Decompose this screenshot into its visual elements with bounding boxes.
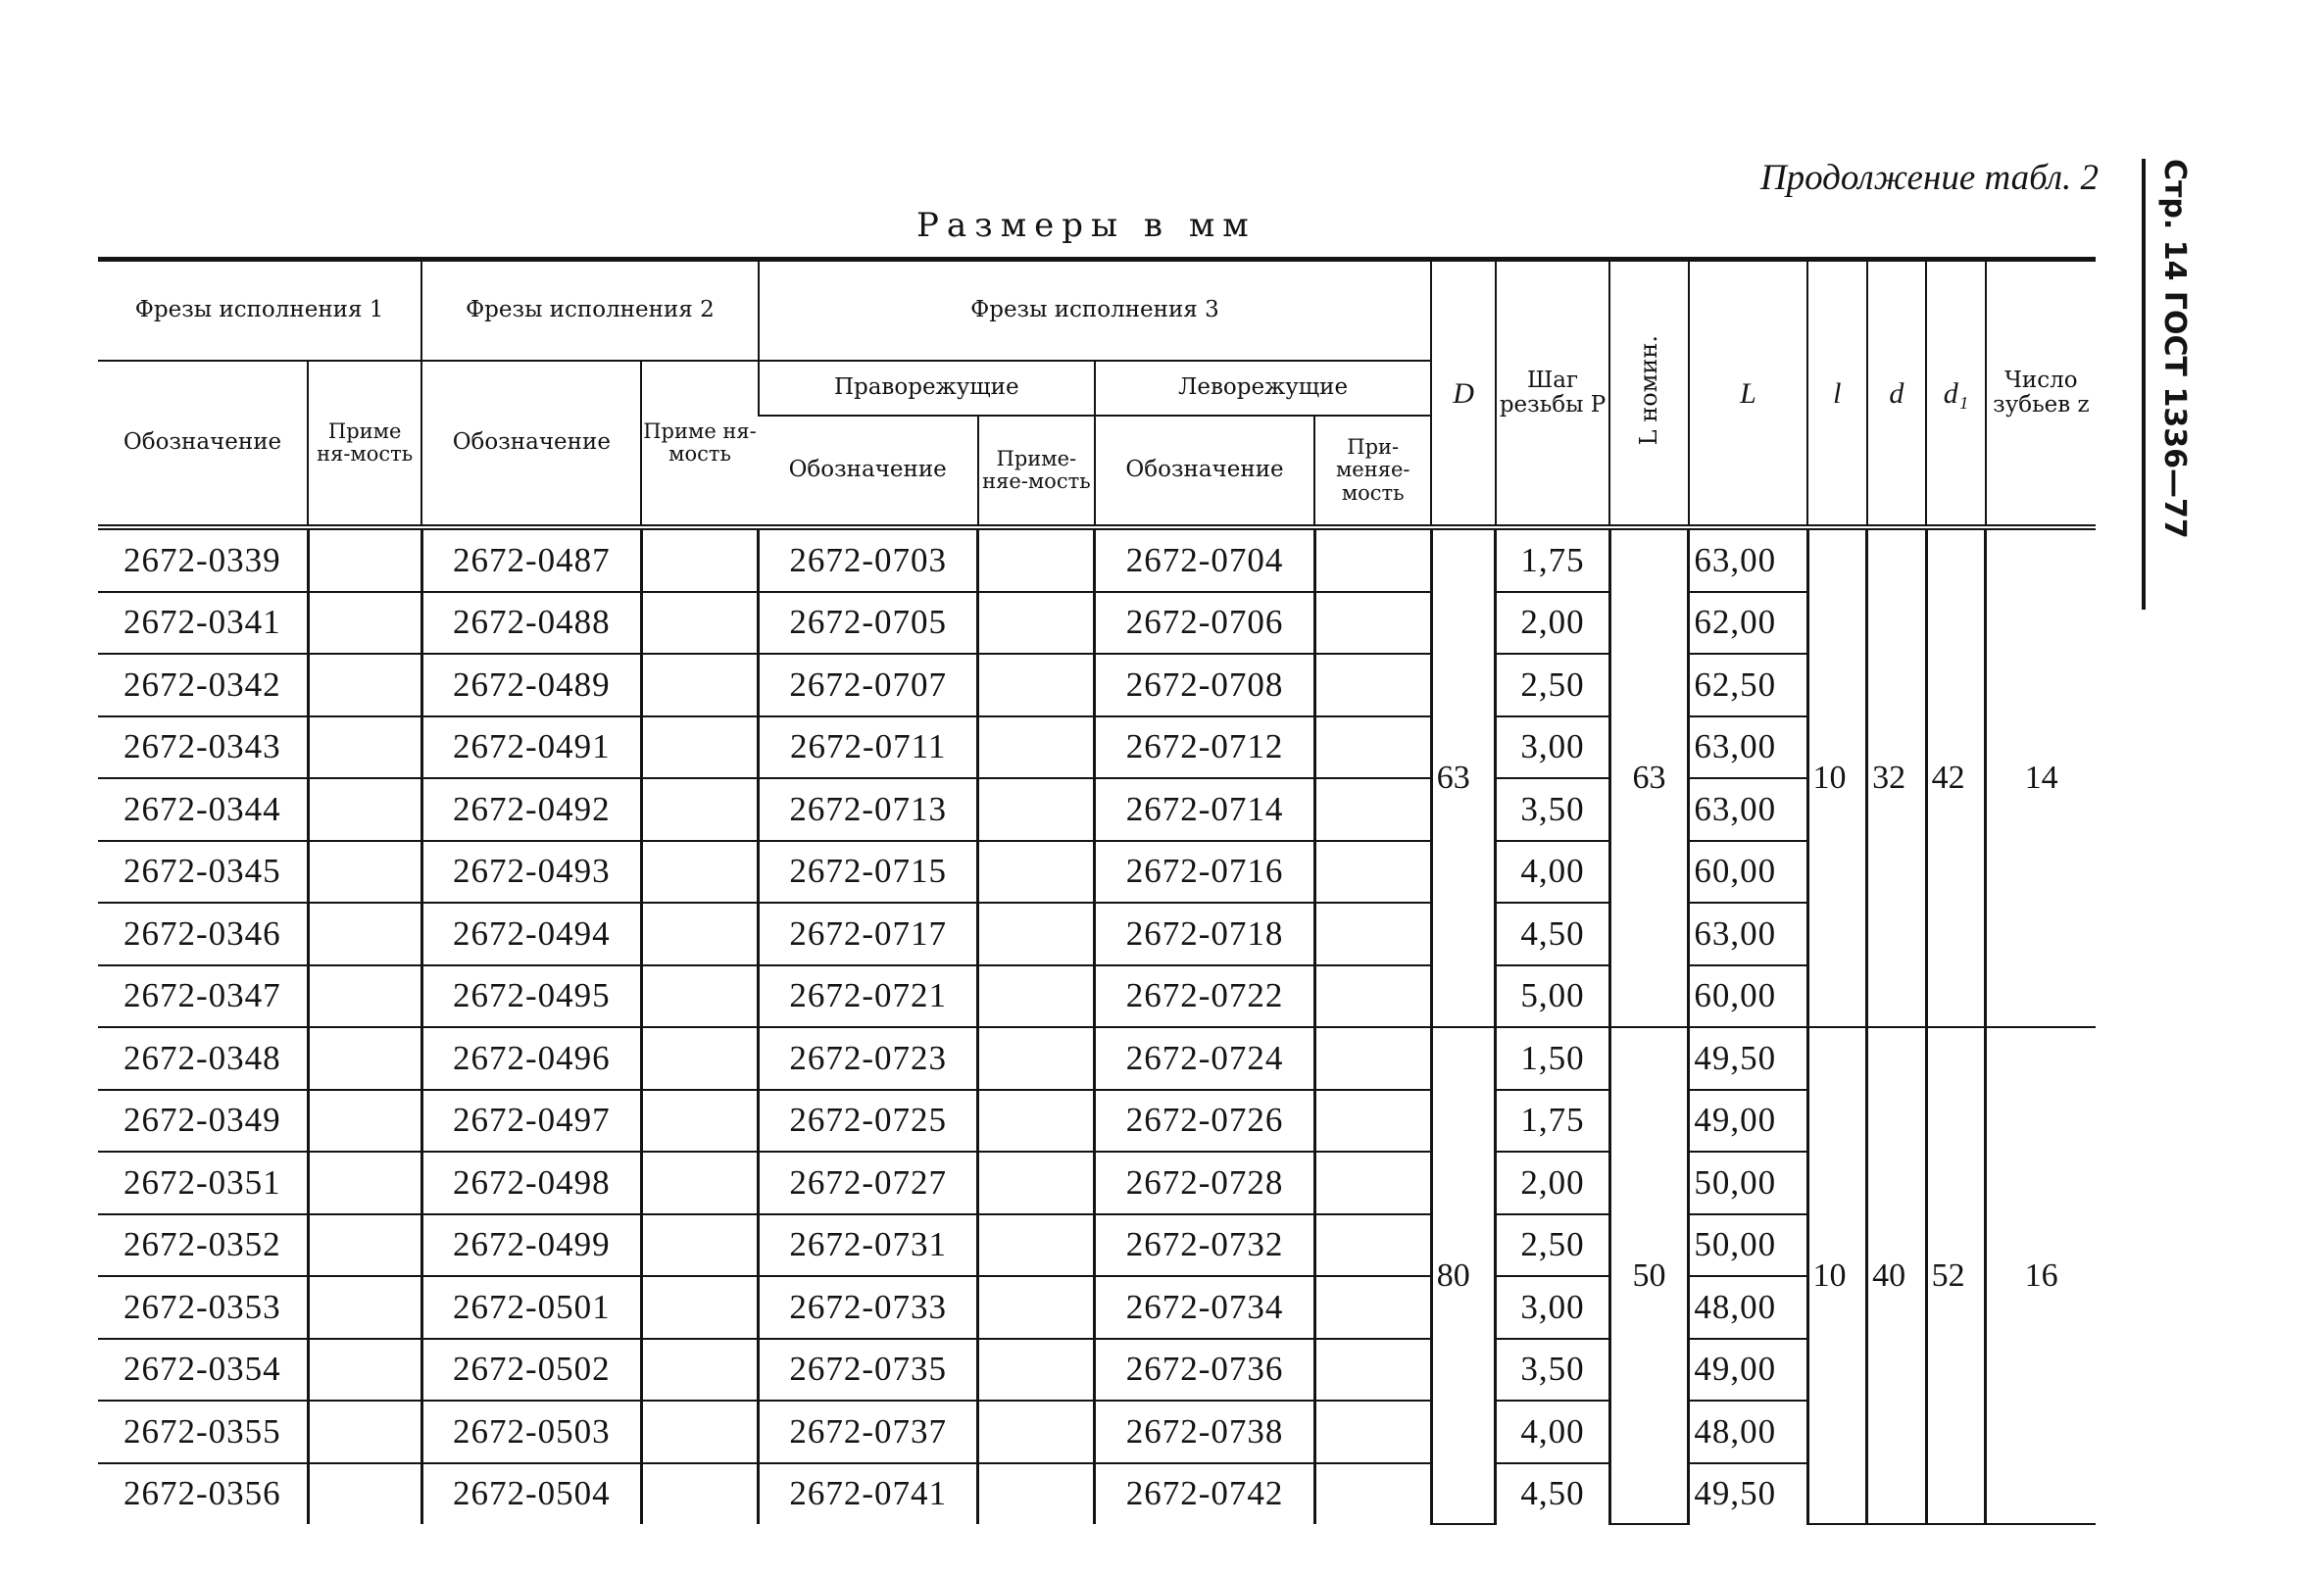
applicability-v2-cell: [641, 1214, 758, 1277]
L-cell: 60,00: [1689, 965, 1807, 1028]
header-applicability-right: Приме-няе-мость: [978, 416, 1095, 527]
pitch-cell: 2,00: [1496, 592, 1609, 655]
applicability-right-cell: [978, 1401, 1095, 1463]
designation-v2-cell: 2672-0504: [421, 1463, 641, 1525]
pitch-cell: 1,75: [1496, 527, 1609, 592]
applicability-right-cell: [978, 778, 1095, 841]
applicability-left-cell: [1314, 1276, 1431, 1339]
applicability-v1-cell: [308, 778, 421, 841]
designation-v2-cell: 2672-0491: [421, 716, 641, 779]
header-L: L: [1689, 260, 1807, 528]
designation-right-cell: 2672-0723: [759, 1027, 978, 1090]
designation-v2-cell: 2672-0488: [421, 592, 641, 655]
pitch-cell: 5,00: [1496, 965, 1609, 1028]
applicability-v1-cell: [308, 592, 421, 655]
applicability-v1-cell: [308, 1090, 421, 1153]
header-group-3: Фрезы исполнения 3: [759, 260, 1432, 362]
designation-left-cell: 2672-0706: [1095, 592, 1314, 655]
designation-v1-cell: 2672-0353: [98, 1276, 308, 1339]
d-cell: 40: [1867, 1027, 1927, 1524]
L-cell: 63,00: [1689, 778, 1807, 841]
applicability-v1-cell: [308, 1214, 421, 1277]
L-cell: 63,00: [1689, 527, 1807, 592]
continuation-label: Продолжение табл. 2: [1759, 158, 2099, 198]
applicability-right-cell: [978, 1027, 1095, 1090]
applicability-v2-cell: [641, 965, 758, 1028]
applicability-right-cell: [978, 716, 1095, 779]
designation-right-cell: 2672-0715: [759, 841, 978, 904]
designation-right-cell: 2672-0725: [759, 1090, 978, 1153]
D-cell: 63: [1431, 527, 1496, 1027]
designation-left-cell: 2672-0738: [1095, 1401, 1314, 1463]
applicability-left-cell: [1314, 716, 1431, 779]
header-applicability-left: При-меняе-мость: [1314, 416, 1431, 527]
designation-left-cell: 2672-0712: [1095, 716, 1314, 779]
pitch-cell: 4,50: [1496, 1463, 1609, 1525]
units-caption: Размеры в мм: [916, 206, 1257, 245]
header-l: l: [1807, 260, 1867, 528]
designation-v1-cell: 2672-0352: [98, 1214, 308, 1277]
table-row: [98, 654, 2096, 716]
applicability-left-cell: [1314, 1339, 1431, 1402]
L-cell: 62,00: [1689, 592, 1807, 655]
designation-left-cell: 2672-0716: [1095, 841, 1314, 904]
header-L-nom-text: L номин.: [1635, 334, 1663, 445]
table-row: [98, 965, 2096, 1028]
designation-v2-cell: 2672-0497: [421, 1090, 641, 1153]
designation-right-cell: 2672-0707: [759, 654, 978, 716]
applicability-v1-cell: [308, 1027, 421, 1090]
L-nom-cell: 63: [1609, 527, 1689, 1027]
header-teeth: Число зубьев z: [1986, 260, 2096, 528]
header-left-cut: Леворежущие: [1095, 361, 1431, 416]
L-cell: 62,50: [1689, 654, 1807, 716]
d1-cell: 52: [1926, 1027, 1986, 1524]
designation-v1-cell: 2672-0356: [123, 1474, 281, 1513]
applicability-left-cell: [1314, 778, 1431, 841]
applicability-v2-cell: [641, 841, 758, 904]
applicability-v1-cell: [308, 903, 421, 965]
applicability-right-cell: [978, 1152, 1095, 1214]
applicability-left-cell: [1314, 1090, 1431, 1153]
header-applicability-2: Приме ня-мость: [641, 361, 758, 527]
applicability-v1-cell: [308, 1463, 421, 1525]
applicability-v2-cell: [641, 592, 758, 655]
applicability-v1-cell: [308, 527, 421, 592]
table-row: [98, 1401, 2096, 1463]
designation-right-cell: 2672-0737: [759, 1401, 978, 1463]
applicability-v2-cell: [641, 778, 758, 841]
header-group-1: Фрезы исполнения 1: [98, 260, 421, 362]
designation-v1-cell: 2672-0354: [98, 1339, 308, 1402]
applicability-right-cell: [978, 1463, 1095, 1525]
applicability-left-cell: [1314, 1152, 1431, 1214]
header-pitch: Шаг резьбы P: [1496, 260, 1609, 528]
d-cell: 32: [1867, 527, 1927, 1027]
designation-left-cell: 2672-0718: [1095, 903, 1314, 965]
designation-v1-cell: 2672-0347: [98, 965, 308, 1028]
applicability-v2-cell: [641, 527, 758, 592]
header-designation-1: Обозначение: [98, 361, 308, 527]
designation-left-cell: 2672-0714: [1095, 778, 1314, 841]
side-label-text: Стр. 14 ГОСТ 1336—77: [2157, 159, 2192, 539]
header-designation-left: Обозначение: [1095, 416, 1314, 527]
designation-v2-cell: 2672-0489: [421, 654, 641, 716]
applicability-v2-cell: [641, 1090, 758, 1153]
designation-left-cell: 2672-0704: [1095, 527, 1314, 592]
applicability-left-cell: [1314, 1027, 1431, 1090]
L-cell: 63,00: [1689, 903, 1807, 965]
designation-right-cell: 2672-0733: [759, 1276, 978, 1339]
pitch-cell: 3,00: [1496, 1276, 1609, 1339]
l-cell: 10: [1807, 527, 1867, 1027]
table-row: [98, 841, 2096, 904]
applicability-left-cell: [1314, 527, 1431, 592]
L-cell: 50,00: [1689, 1214, 1807, 1277]
pitch-cell: 4,00: [1496, 841, 1609, 904]
designation-v2-cell: 2672-0492: [421, 778, 641, 841]
applicability-left-cell: [1314, 1401, 1431, 1463]
designation-right-cell: 2672-0721: [759, 965, 978, 1028]
designation-right-cell: 2672-0727: [759, 1152, 978, 1214]
designation-v2-cell: 2672-0503: [421, 1401, 641, 1463]
pitch-cell: 1,75: [1496, 1090, 1609, 1153]
designation-v1-cell: 2672-0349: [98, 1090, 308, 1153]
applicability-v1-cell: [308, 1276, 421, 1339]
applicability-v2-cell: [641, 1027, 758, 1090]
pitch-cell: 4,00: [1496, 1401, 1609, 1463]
pitch-cell: 3,50: [1496, 1339, 1609, 1402]
applicability-right-cell: [978, 654, 1095, 716]
header-group-2: Фрезы исполнения 2: [421, 260, 758, 362]
designation-right-cell: 2672-0703: [759, 527, 978, 592]
cutters-table: [98, 257, 2096, 1525]
applicability-left-cell: [1314, 841, 1431, 904]
designation-right-cell: 2672-0711: [759, 716, 978, 779]
teeth-cell: 16: [1986, 1027, 2096, 1524]
table-row: [98, 778, 2096, 841]
applicability-v2-cell: [641, 716, 758, 779]
designation-v2-cell: 2672-0502: [421, 1339, 641, 1402]
pitch-cell: 4,50: [1496, 903, 1609, 965]
designation-left-cell: 2672-0722: [1095, 965, 1314, 1028]
L-nom-cell: 50: [1609, 1027, 1689, 1524]
header-designation-2: Обозначение: [421, 361, 641, 527]
applicability-right-cell: [978, 1276, 1095, 1339]
designation-v2-cell: 2672-0487: [421, 527, 641, 592]
table-row: [98, 527, 2096, 592]
table-row: [98, 1027, 2096, 1090]
applicability-v2-cell: [641, 903, 758, 965]
L-cell: 49,50: [1689, 1463, 1807, 1525]
designation-v2-cell: 2672-0499: [421, 1214, 641, 1277]
applicability-left-cell: [1314, 654, 1431, 716]
designation-v1-cell: 2672-0355: [98, 1401, 308, 1463]
L-cell: 48,00: [1689, 1276, 1807, 1339]
designation-right-cell: 2672-0741: [759, 1463, 978, 1525]
designation-v1-cell: 2672-0341: [98, 592, 308, 655]
table-row: [98, 1339, 2096, 1402]
header-L-nom: [1609, 260, 1689, 528]
table-row: [98, 716, 2096, 779]
designation-v1-cell: 2672-0343: [98, 716, 308, 779]
page-side-label: [2142, 159, 2204, 610]
applicability-v2-cell: [641, 1339, 758, 1402]
applicability-v1-cell: [308, 965, 421, 1028]
header-applicability-1: Приме ня-мость: [308, 361, 421, 527]
header-d1: d₁: [1926, 260, 1986, 528]
designation-left-cell: 2672-0736: [1095, 1339, 1314, 1402]
designation-left-cell: 2672-0734: [1095, 1276, 1314, 1339]
applicability-right-cell: [978, 592, 1095, 655]
table-row: [98, 1214, 2096, 1277]
applicability-right-cell: [978, 841, 1095, 904]
applicability-v1-cell: [308, 841, 421, 904]
applicability-left-cell: [1314, 1214, 1431, 1277]
L-cell: 63,00: [1689, 716, 1807, 779]
designation-right-cell: 2672-0731: [759, 1214, 978, 1277]
applicability-v2-cell: [641, 1152, 758, 1214]
designation-right-cell: 2672-0717: [759, 903, 978, 965]
designation-left-cell: 2672-0732: [1095, 1214, 1314, 1277]
designation-v2-cell: 2672-0498: [421, 1152, 641, 1214]
applicability-v2-cell: [641, 1276, 758, 1339]
pitch-cell: 2,50: [1496, 1214, 1609, 1277]
table-row: [98, 1276, 2096, 1339]
table-row: [98, 903, 2096, 965]
pitch-cell: 2,50: [1496, 654, 1609, 716]
L-cell: 50,00: [1689, 1152, 1807, 1214]
pitch-cell: 1,50: [1496, 1027, 1609, 1090]
pitch-cell: 2,00: [1496, 1152, 1609, 1214]
applicability-v1-cell: [308, 1339, 421, 1402]
designation-v2-cell: 2672-0495: [421, 965, 641, 1028]
applicability-left-cell: [1314, 1463, 1431, 1525]
designation-left-cell: 2672-0724: [1095, 1027, 1314, 1090]
designation-right-cell: 2672-0705: [759, 592, 978, 655]
applicability-v2-cell: [641, 654, 758, 716]
applicability-v1-cell: [308, 1401, 421, 1463]
designation-v1-cell: 2672-0346: [98, 903, 308, 965]
designation-left-cell: 2672-0726: [1095, 1090, 1314, 1153]
applicability-v1-cell: [308, 1152, 421, 1214]
designation-v1-cell: 2672-0351: [98, 1152, 308, 1214]
L-cell: 49,00: [1689, 1090, 1807, 1153]
applicability-right-cell: [978, 1214, 1095, 1277]
applicability-left-cell: [1314, 592, 1431, 655]
d1-cell: 42: [1926, 527, 1986, 1027]
L-cell: 48,00: [1689, 1401, 1807, 1463]
applicability-v1-cell: [308, 654, 421, 716]
pitch-cell: 3,50: [1496, 778, 1609, 841]
applicability-right-cell: [978, 1339, 1095, 1402]
designation-v2-cell: 2672-0496: [421, 1027, 641, 1090]
applicability-v1-cell: [308, 716, 421, 779]
designation-v1-cell: 2672-0345: [98, 841, 308, 904]
l-cell: 10: [1807, 1027, 1867, 1524]
designation-right-cell: 2672-0713: [759, 778, 978, 841]
designation-v1-cell: 2672-0348: [98, 1027, 308, 1090]
L-cell: 49,50: [1689, 1027, 1807, 1090]
table-row: [98, 1152, 2096, 1214]
designation-v1-cell: 2672-0339: [98, 527, 308, 592]
applicability-v2-cell: [641, 1401, 758, 1463]
pitch-cell: 3,00: [1496, 716, 1609, 779]
D-cell: 80: [1431, 1027, 1496, 1524]
table-row: [98, 1090, 2096, 1153]
designation-left-cell: 2672-0742: [1095, 1463, 1314, 1525]
header-D: D: [1431, 260, 1496, 528]
designation-v2-cell: 2672-0493: [421, 841, 641, 904]
applicability-right-cell: [978, 527, 1095, 592]
L-cell: 60,00: [1689, 841, 1807, 904]
table-row: [98, 592, 2096, 655]
applicability-right-cell: [978, 965, 1095, 1028]
designation-left-cell: 2672-0728: [1095, 1152, 1314, 1214]
designation-v1-cell: 2672-0342: [98, 654, 308, 716]
applicability-left-cell: [1314, 965, 1431, 1028]
header-right-cut: Праворежущие: [759, 361, 1095, 416]
applicability-right-cell: [978, 903, 1095, 965]
table-row: [98, 1463, 2096, 1525]
designation-v1-cell: 2672-0344: [98, 778, 308, 841]
table-header: [98, 260, 2096, 528]
designation-v2-cell: 2672-0494: [421, 903, 641, 965]
table-body: [98, 527, 2096, 1524]
applicability-v2-cell: [641, 1463, 758, 1525]
designation-right-cell: 2672-0735: [759, 1339, 978, 1402]
header-designation-right: Обозначение: [759, 416, 978, 527]
applicability-right-cell: [978, 1090, 1095, 1153]
header-d: d: [1867, 260, 1927, 528]
teeth-cell: 14: [1986, 527, 2096, 1027]
L-cell: 49,00: [1689, 1339, 1807, 1402]
designation-v2-cell: 2672-0501: [421, 1276, 641, 1339]
applicability-left-cell: [1314, 903, 1431, 965]
designation-left-cell: 2672-0708: [1095, 654, 1314, 716]
